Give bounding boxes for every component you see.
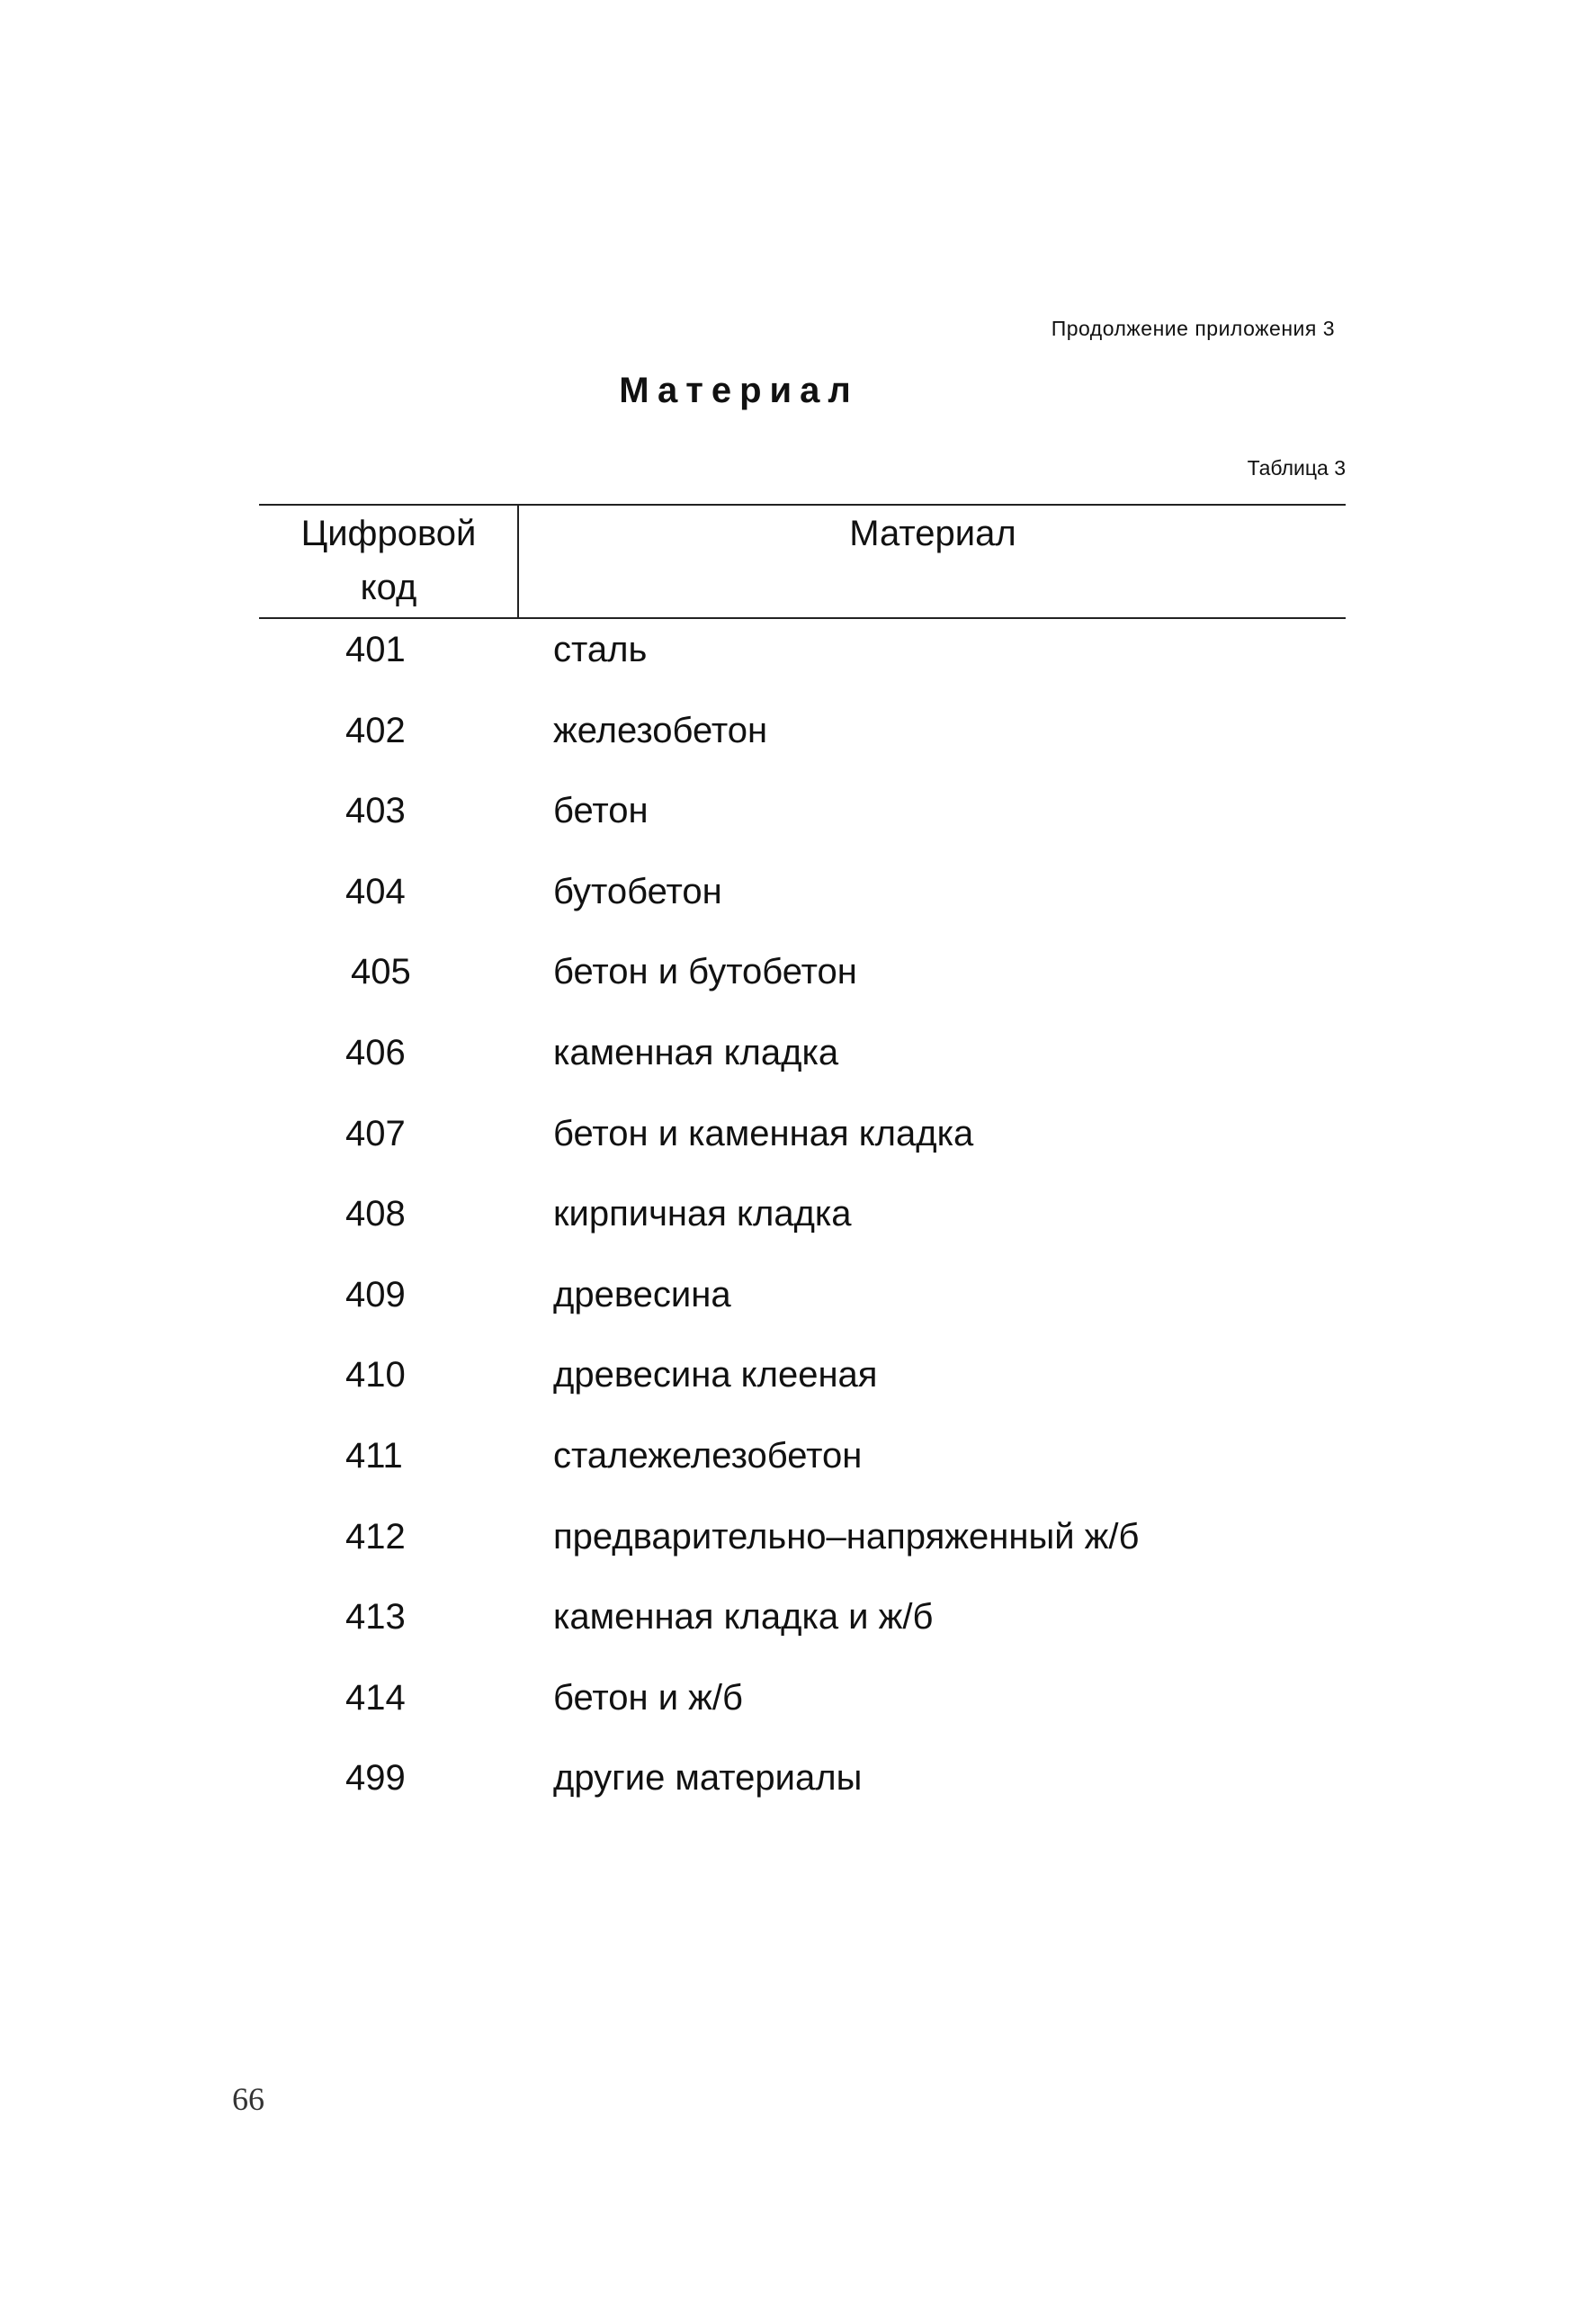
row-material: другие материалы [553, 1758, 863, 1799]
row-material: бетон и бутобетон [553, 952, 857, 992]
row-material: предварительно–напряженный ж/б [553, 1516, 1140, 1557]
row-material: древесина клееная [553, 1355, 878, 1395]
row-material: каменная кладка [553, 1032, 839, 1072]
row-code: 499 [345, 1758, 406, 1799]
row-code: 406 [345, 1032, 406, 1072]
table-row [0, 784, 1593, 865]
table-row [0, 1268, 1593, 1349]
row-code: 407 [345, 1113, 406, 1153]
row-code: 413 [345, 1597, 406, 1638]
row-code: 403 [345, 791, 406, 831]
row-material: бетон и каменная кладка [553, 1113, 974, 1153]
row-code: 414 [345, 1677, 406, 1718]
column-header-code [261, 507, 516, 615]
row-code: 409 [345, 1274, 406, 1315]
row-material: кирпичная кладка [553, 1194, 852, 1234]
column-header-code-line1: Цифровой [300, 514, 477, 553]
header-column-divider [517, 504, 519, 617]
table-row [0, 1429, 1593, 1510]
header-bottom-rule [259, 617, 1346, 619]
row-code: 410 [345, 1355, 406, 1395]
table-row [0, 865, 1593, 946]
row-material: железобетон [553, 710, 768, 750]
row-code: 402 [345, 710, 406, 750]
table-label: Таблица 3 [1247, 456, 1346, 480]
row-code: 404 [345, 871, 406, 911]
table-row [0, 1187, 1593, 1268]
row-material: бетон и ж/б [553, 1677, 743, 1718]
table-row [0, 623, 1593, 704]
page-number: 66 [232, 2081, 264, 2117]
row-material: каменная кладка и ж/б [553, 1597, 934, 1638]
row-material: древесина [553, 1274, 731, 1315]
row-code: 408 [345, 1194, 406, 1234]
row-code: 412 [345, 1516, 406, 1557]
table-row [0, 1671, 1593, 1752]
row-material: бутобетон [553, 871, 722, 911]
table-row [0, 1026, 1593, 1107]
table-body [0, 623, 1593, 1832]
table-row [0, 945, 1593, 1026]
row-code: 405 [351, 952, 411, 992]
row-material: сталь [553, 630, 648, 669]
column-header-code-line2: код [360, 568, 417, 607]
row-code: 401 [345, 630, 406, 669]
table-row [0, 1510, 1593, 1591]
table-row [0, 1751, 1593, 1832]
table-row [0, 1107, 1593, 1188]
table-row [0, 704, 1593, 785]
page-title: Материал [619, 371, 859, 410]
row-material: бетон [553, 791, 649, 831]
appendix-continuation-note: Продолжение приложения 3 [1051, 317, 1335, 340]
column-header-material: Материал [849, 514, 1016, 553]
row-material: сталежелезобетон [553, 1435, 863, 1476]
table-row [0, 1348, 1593, 1429]
row-code: 411 [345, 1435, 403, 1476]
table-row [0, 1590, 1593, 1671]
table-top-rule [259, 504, 1346, 506]
